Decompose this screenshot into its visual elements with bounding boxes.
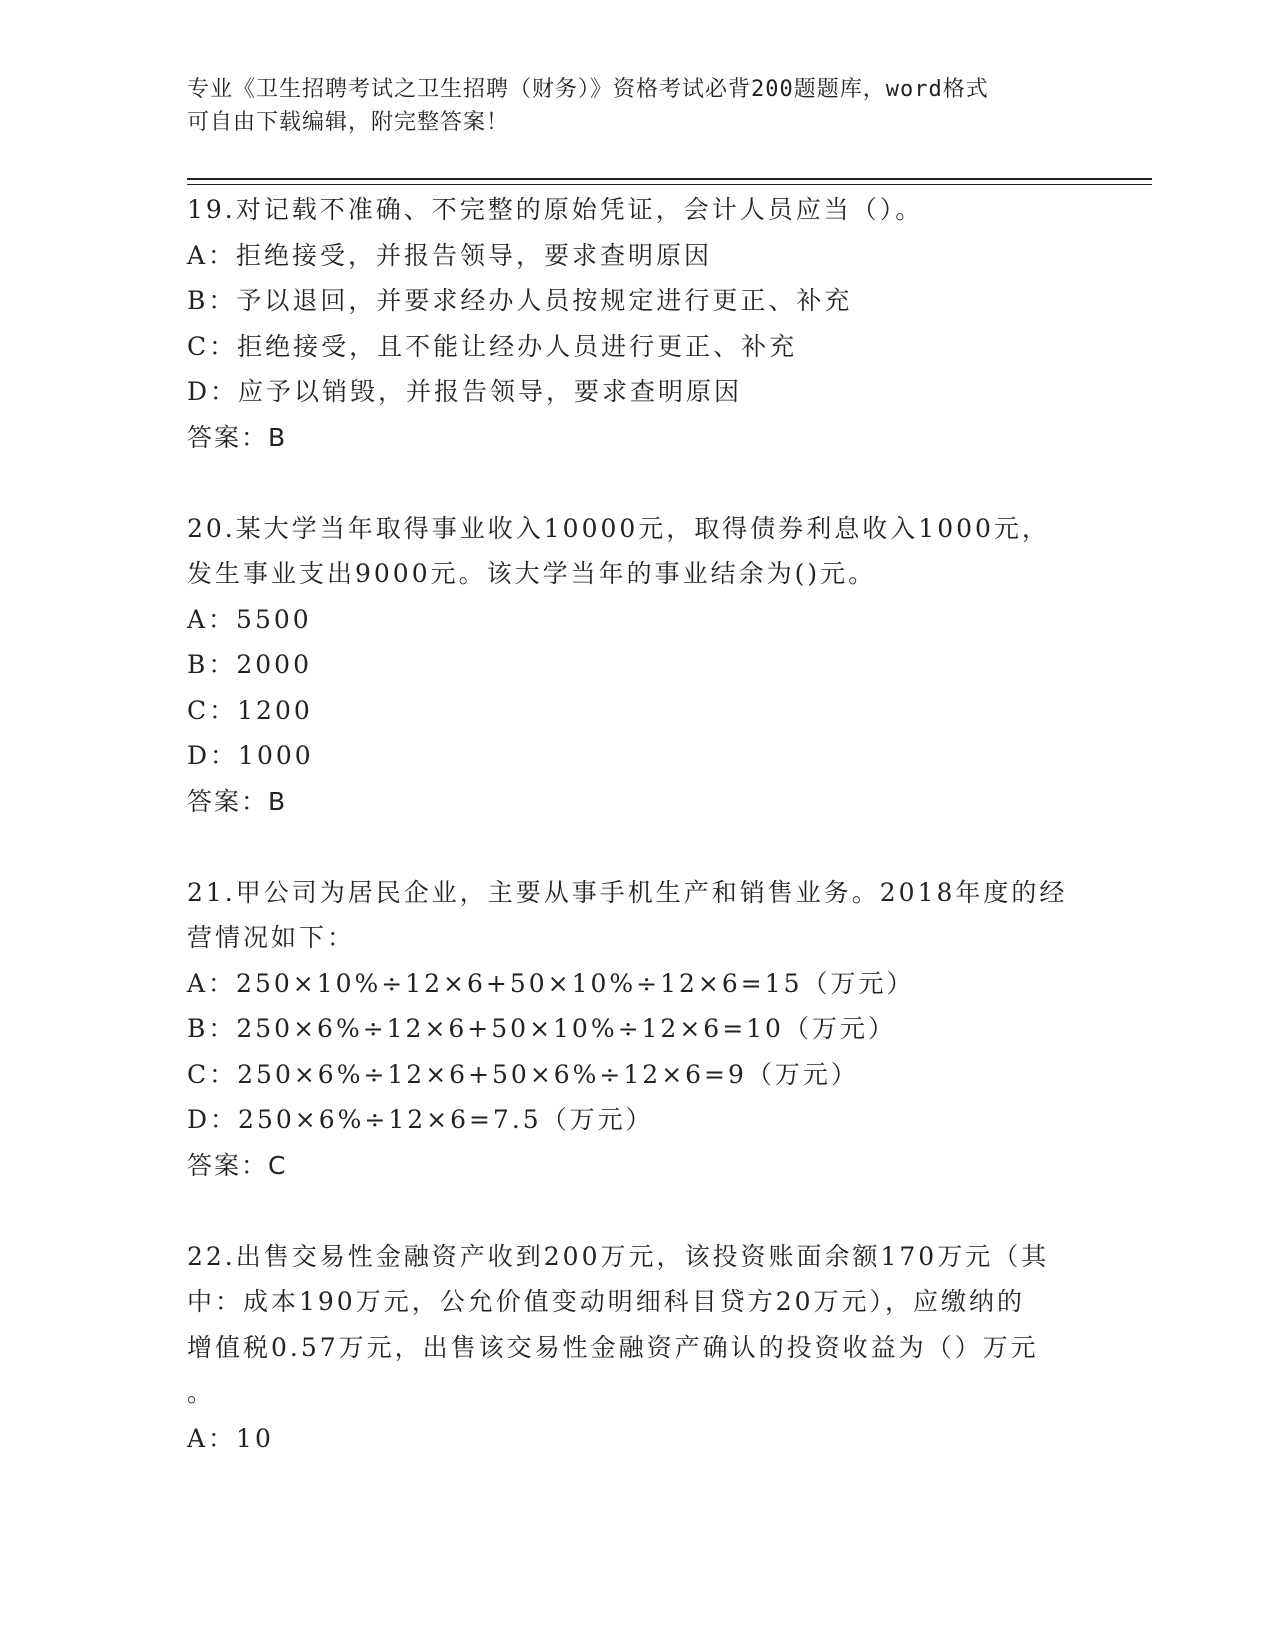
spacer — [187, 824, 1087, 870]
question-20 — [187, 506, 1087, 825]
spacer — [187, 460, 1087, 506]
question-19 — [187, 187, 1087, 460]
question-text: 20.某大学当年取得事业收入10000元，取得债券利息收入1000元， — [187, 513, 1050, 543]
option-a: A：250×10%÷12×6+50×10%÷12×6=15（万元） — [187, 968, 915, 998]
option-a: A：5500 — [187, 604, 312, 634]
option-b: B：250×6%÷12×6+50×10%÷12×6=10（万元） — [187, 1014, 896, 1043]
option-c: C：拒绝接受，且不能让经办人员进行更正、补充 — [187, 331, 798, 361]
option-d: D：250×6%÷12×6=7.5（万元） — [187, 1105, 654, 1134]
question-text: 中：成本190万元，公允价值变动明细科目贷方20万元），应缴纳的 — [187, 1287, 1026, 1316]
option-a: A：10 — [187, 1423, 274, 1453]
header-divider-thick — [187, 178, 1152, 180]
option-c: C：1200 — [187, 695, 313, 725]
option-a: A：拒绝接受，并报告领导，要求查明原因 — [187, 240, 713, 270]
option-b: B：2000 — [187, 650, 312, 679]
answer-line: 答案：C — [187, 1150, 288, 1180]
spacer — [187, 1188, 1087, 1234]
option-b: B：予以退回，并要求经办人员按规定进行更正、补充 — [187, 286, 853, 315]
question-21 — [187, 870, 1087, 1189]
header-divider-thin — [187, 184, 1152, 185]
header-title-line-1: 专业《卫生招聘考试之卫生招聘（财务）》资格考试必背200题题库，word格式 — [187, 77, 989, 102]
answer-line: 答案：B — [187, 786, 288, 816]
question-text: 发生事业支出9000元。该大学当年的事业结余为()元。 — [187, 559, 877, 588]
answer-line: 答案：B — [187, 422, 288, 452]
question-text: 增值税0.57万元，出售该交易性金融资产确认的投资收益为（）万元 — [187, 1332, 1039, 1362]
option-d: D：应予以销毁，并报告领导，要求查明原因 — [187, 377, 743, 406]
question-text: 19.对记载不准确、不完整的原始凭证，会计人员应当（）。 — [187, 195, 924, 224]
header-title-line-2: 可自由下载编辑，附完整答案！ — [187, 110, 510, 135]
question-list — [187, 187, 1087, 1461]
option-c: C：250×6%÷12×6+50×6%÷12×6=9（万元） — [187, 1059, 859, 1089]
question-text: 营情况如下： — [187, 923, 356, 952]
question-text: 22.出售交易性金融资产收到200万元，该投资账面余额170万元（其 — [187, 1241, 1050, 1271]
document-header — [187, 73, 1067, 139]
option-d: D：1000 — [187, 741, 314, 770]
question-text: 。 — [187, 1378, 216, 1407]
question-text: 21.甲公司为居民企业，主要从事手机生产和销售业务。2018年度的经 — [187, 877, 1068, 907]
question-22 — [187, 1234, 1087, 1462]
